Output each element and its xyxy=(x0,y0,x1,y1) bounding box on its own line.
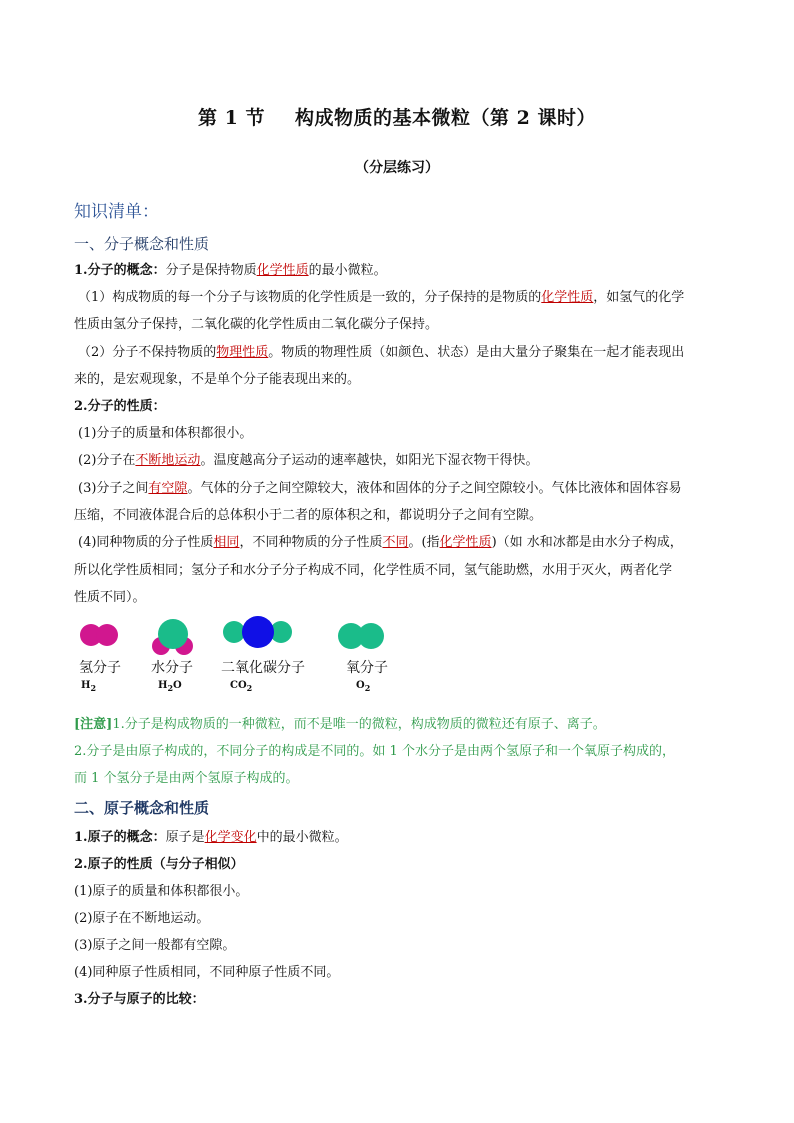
carbon-dioxide-formula: $CO_2$ xyxy=(230,680,253,693)
molecule-concept: 1.分子的概念：分子是保持物质化学性质的最小微粒。 xyxy=(74,263,387,278)
molecule-atom-comparison-label: 3.分子与原子的比较： xyxy=(74,992,205,1007)
concept-point-2: （2）分子不保持物质的物理性质。物质的物理性质（如颜色、状态）是由大量分子聚集在一起才能表现出 xyxy=(78,345,685,360)
page-subtitle: （分层练习） xyxy=(355,160,439,176)
molecule-property-4: (4)同种物质的分子性质相同，不同种物质的分子性质不同。(指化学性质)（如 水和冰都是由水分子构成， xyxy=(78,535,683,550)
molecule-property-3-line2: 压缩，不同液体混合后的总体积小于二者的原体积之和，都说明分子之间有空隙。 xyxy=(74,508,543,523)
atom-property-1: (1)原子的质量和体积都很小。 xyxy=(74,884,249,899)
atom-properties-label: 2.原子的性质（与分子相似） xyxy=(74,857,244,872)
hydrogen-atom xyxy=(96,624,118,646)
oxygen-atom xyxy=(158,619,188,649)
water-formula: $H_2O$ xyxy=(158,680,182,693)
section1-heading: 一、分子概念和性质 xyxy=(74,235,210,253)
hydrogen-molecule-label: 氢分子 xyxy=(79,660,121,676)
oxygen-molecule-model xyxy=(338,623,384,649)
concept-point-1-line2: 性质由氢分子保持，二氧化碳的化学性质由二氧化碳分子保持。 xyxy=(74,317,439,332)
hydrogen-formula: $H_2$ xyxy=(81,680,97,693)
molecule-property-2: (2)分子在不断地运动。温度越高分子运动的速率越快，如阳光下湿衣物干得快。 xyxy=(78,453,539,468)
page-title xyxy=(0,103,794,130)
water-molecule-model xyxy=(152,619,193,655)
note-tag: [注意] xyxy=(74,717,113,732)
note-line-2: 2.分子是由原子构成的，不同分子的构成是不同的。如 1 个水分子是由两个氢原子和一个氧原子构成的， xyxy=(74,744,675,759)
carbon-atom xyxy=(242,616,274,648)
concept-point-1: （1）构成物质的每一个分子与该物质的化学性质是一致的，分子保持的是物质的化学性质，如氢气的化学 xyxy=(78,290,685,305)
carbon-dioxide-molecule-label: 二氧化碳分子 xyxy=(221,660,305,676)
oxygen-formula: $O_2$ xyxy=(356,680,371,693)
molecule-properties-label: 2.分子的性质： xyxy=(74,399,166,414)
concept-point-2-line2: 来的，是宏观现象，不是单个分子能表现出来的。 xyxy=(74,372,361,387)
molecule-property-4-line3: 性质不同）。 xyxy=(74,590,146,605)
note-line-3: 而 1 个氢分子是由两个氢原子构成的。 xyxy=(74,771,299,786)
oxygen-atom xyxy=(358,623,384,649)
title-section-number: 第 1 节 xyxy=(198,107,265,129)
molecule-property-3: (3)分子之间有空隙。气体的分子之间空隙较大，液体和固体的分子之间空隙较小。气体比液体和固体容易 xyxy=(78,481,682,496)
molecule-property-1: (1)分子的质量和体积都很小。 xyxy=(78,426,253,441)
knowledge-heading: 知识清单： xyxy=(74,202,159,222)
molecule-models-figure xyxy=(74,612,404,662)
water-molecule-label: 水分子 xyxy=(151,660,193,676)
title-text: 构成物质的基本微粒（第 2 课时） xyxy=(295,107,596,129)
section2-heading: 二、原子概念和性质 xyxy=(74,799,210,817)
atom-property-3: (3)原子之间一般都有空隙。 xyxy=(74,938,236,953)
carbon-dioxide-molecule-model xyxy=(223,616,292,648)
oxygen-molecule-label: 氧分子 xyxy=(346,660,388,676)
note-line-1: [注意]1.分子是构成物质的一种微粒，而不是唯一的微粒，构成物质的微粒还有原子、离子。 xyxy=(74,717,606,732)
oxygen-atom xyxy=(223,621,245,643)
hydrogen-molecule-model xyxy=(80,624,118,646)
atom-property-4: (4)同种原子性质相同，不同种原子性质不同。 xyxy=(74,965,340,980)
atom-property-2: (2)原子在不断地运动。 xyxy=(74,911,210,926)
molecule-property-4-line2: 所以化学性质相同；氢分子和水分子分子构成不同，化学性质不同，氢气能助燃，水用于灭火，两者化学 xyxy=(74,563,673,578)
atom-concept: 1.原子的概念：原子是化学变化中的最小微粒。 xyxy=(74,830,348,845)
